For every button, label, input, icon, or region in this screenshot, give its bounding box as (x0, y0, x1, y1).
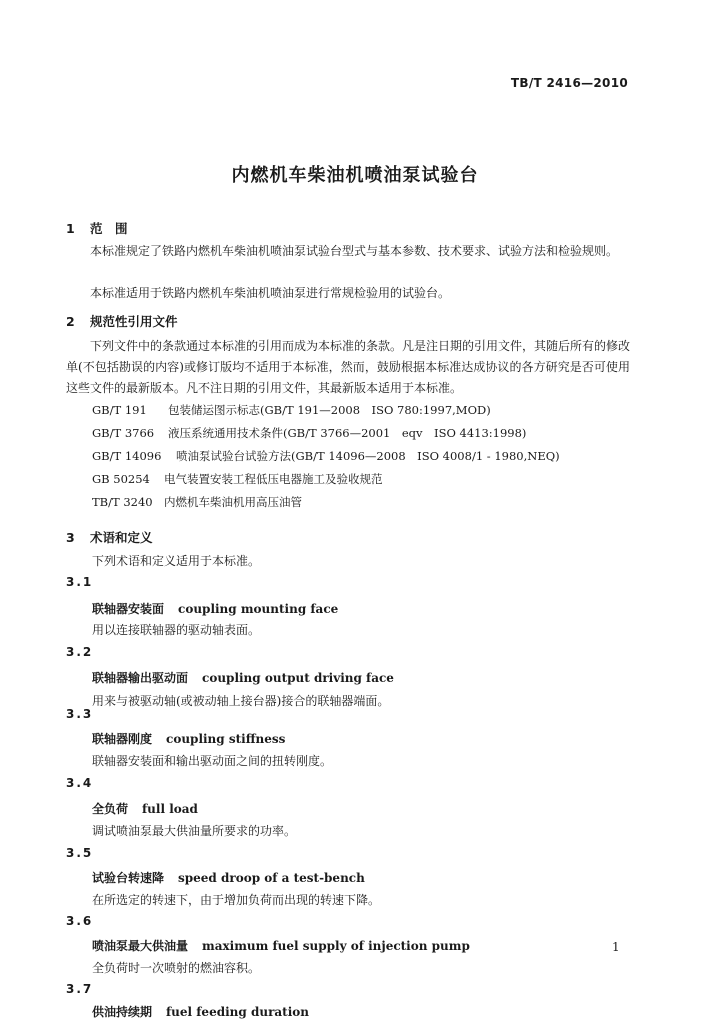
reference-text: 喷油泵试验台试验方法(GB/T 14096—2008 ISO 4008/1 - 1980,NEQ) (176, 449, 560, 463)
reference-code: TB/T 3240 (92, 495, 153, 509)
term-en: fuel feeding duration (166, 1005, 309, 1019)
reference-item (92, 448, 560, 464)
reference-code: GB/T 14096 (92, 449, 162, 463)
section-2-heading (66, 312, 178, 330)
section-number: 1 (66, 221, 75, 236)
section-1-paragraph-2: 本标准适用于铁路内燃机车柴油机喷油泵进行常规检验用的试验台。 (90, 286, 451, 300)
term-zh: 联轴器输出驱动面 (92, 671, 189, 685)
reference-code: GB/T 191 (92, 403, 147, 417)
section-1-heading (66, 219, 128, 237)
reference-text: 包装储运图示标志(GB/T 191—2008 ISO 780:1997,MOD) (168, 403, 491, 417)
term-en: maximum fuel supply of injection pump (202, 939, 470, 953)
clause-number: 3.2 (66, 645, 94, 659)
term-entry (92, 800, 198, 817)
term-entry (92, 937, 470, 954)
term-definition: 调试喷油泵最大供油量所要求的功率。 (92, 824, 297, 838)
term-zh: 喷油泵最大供油量 (92, 939, 189, 953)
term-en: coupling stiffness (166, 732, 286, 746)
section-title: 范 围 (90, 221, 128, 236)
term-en: speed droop of a test-bench (178, 871, 365, 885)
term-definition: 在所选定的转速下，由于增加负荷而出现的转速下降。 (92, 893, 381, 907)
term-en: coupling mounting face (178, 602, 339, 616)
section-3-heading (66, 528, 153, 546)
reference-item (92, 402, 491, 418)
document-title: 内燃机车柴油机喷油泵试验台 (231, 165, 479, 186)
section-title: 术语和定义 (90, 530, 153, 545)
term-entry (92, 730, 285, 747)
term-entry (92, 1003, 309, 1020)
term-entry (92, 600, 338, 617)
term-en: full load (142, 802, 198, 816)
reference-text: 液压系统通用技术条件(GB/T 3766—2001 eqv ISO 4413:1998) (168, 426, 527, 440)
clause-number: 3.3 (66, 707, 94, 721)
clause-number: 3.4 (66, 776, 94, 790)
reference-item (92, 494, 302, 510)
term-entry (92, 669, 394, 686)
reference-code: GB 50254 (92, 472, 150, 486)
term-zh: 联轴器安装面 (92, 602, 165, 616)
term-definition: 用以连接联轴器的驱动轴表面。 (92, 623, 261, 637)
reference-text: 内燃机车柴油机用高压油管 (164, 495, 302, 509)
clause-number: 3.1 (66, 575, 94, 589)
page-number: 1 (612, 940, 620, 954)
term-zh: 供油持续期 (92, 1005, 153, 1019)
term-definition: 用来与被驱动轴(或被动轴上接台器)接合的联轴器端面。 (92, 694, 390, 708)
term-en: coupling output driving face (202, 671, 394, 685)
section-number: 3 (66, 530, 75, 545)
reference-item (92, 471, 383, 487)
reference-code: GB/T 3766 (92, 426, 155, 440)
term-zh: 联轴器刚度 (92, 732, 153, 746)
reference-text: 电气装置安装工程低压电器施工及验收规范 (164, 472, 383, 486)
term-definition: 全负荷时一次喷射的燃油容积。 (92, 961, 261, 975)
term-definition: 联轴器安装面和输出驱动面之间的扭转刚度。 (92, 754, 333, 768)
standard-code: TB/T 2416—2010 (510, 76, 628, 90)
section-3-intro: 下列术语和定义适用于本标准。 (92, 554, 261, 568)
term-zh: 试验台转速降 (92, 871, 165, 885)
clause-number: 3.6 (66, 914, 94, 928)
section-title: 规范性引用文件 (90, 314, 178, 329)
section-number: 2 (66, 314, 75, 329)
term-entry (92, 869, 365, 886)
section-1-paragraph-1: 本标准规定了铁路内燃机车柴油机喷油泵试验台型式与基本参数、技术要求、试验方法和检验规则。 (90, 244, 619, 258)
reference-item (92, 425, 526, 441)
clause-number: 3.5 (66, 846, 94, 860)
clause-number: 3.7 (66, 982, 94, 996)
section-2-paragraph: 下列文件中的条款通过本标准的引用而成为本标准的条款。凡是注日期的引用文件，其随后所有的修改单(不包括勘误的内容)或修订版均不适用于本标准，然而，鼓励根据本标准达成协议的各方研究是否可使用这些文件的最新版本。凡不注日期的引用文件，其最新版本适用于本标准。 (66, 339, 631, 395)
term-zh: 全负荷 (92, 802, 129, 816)
